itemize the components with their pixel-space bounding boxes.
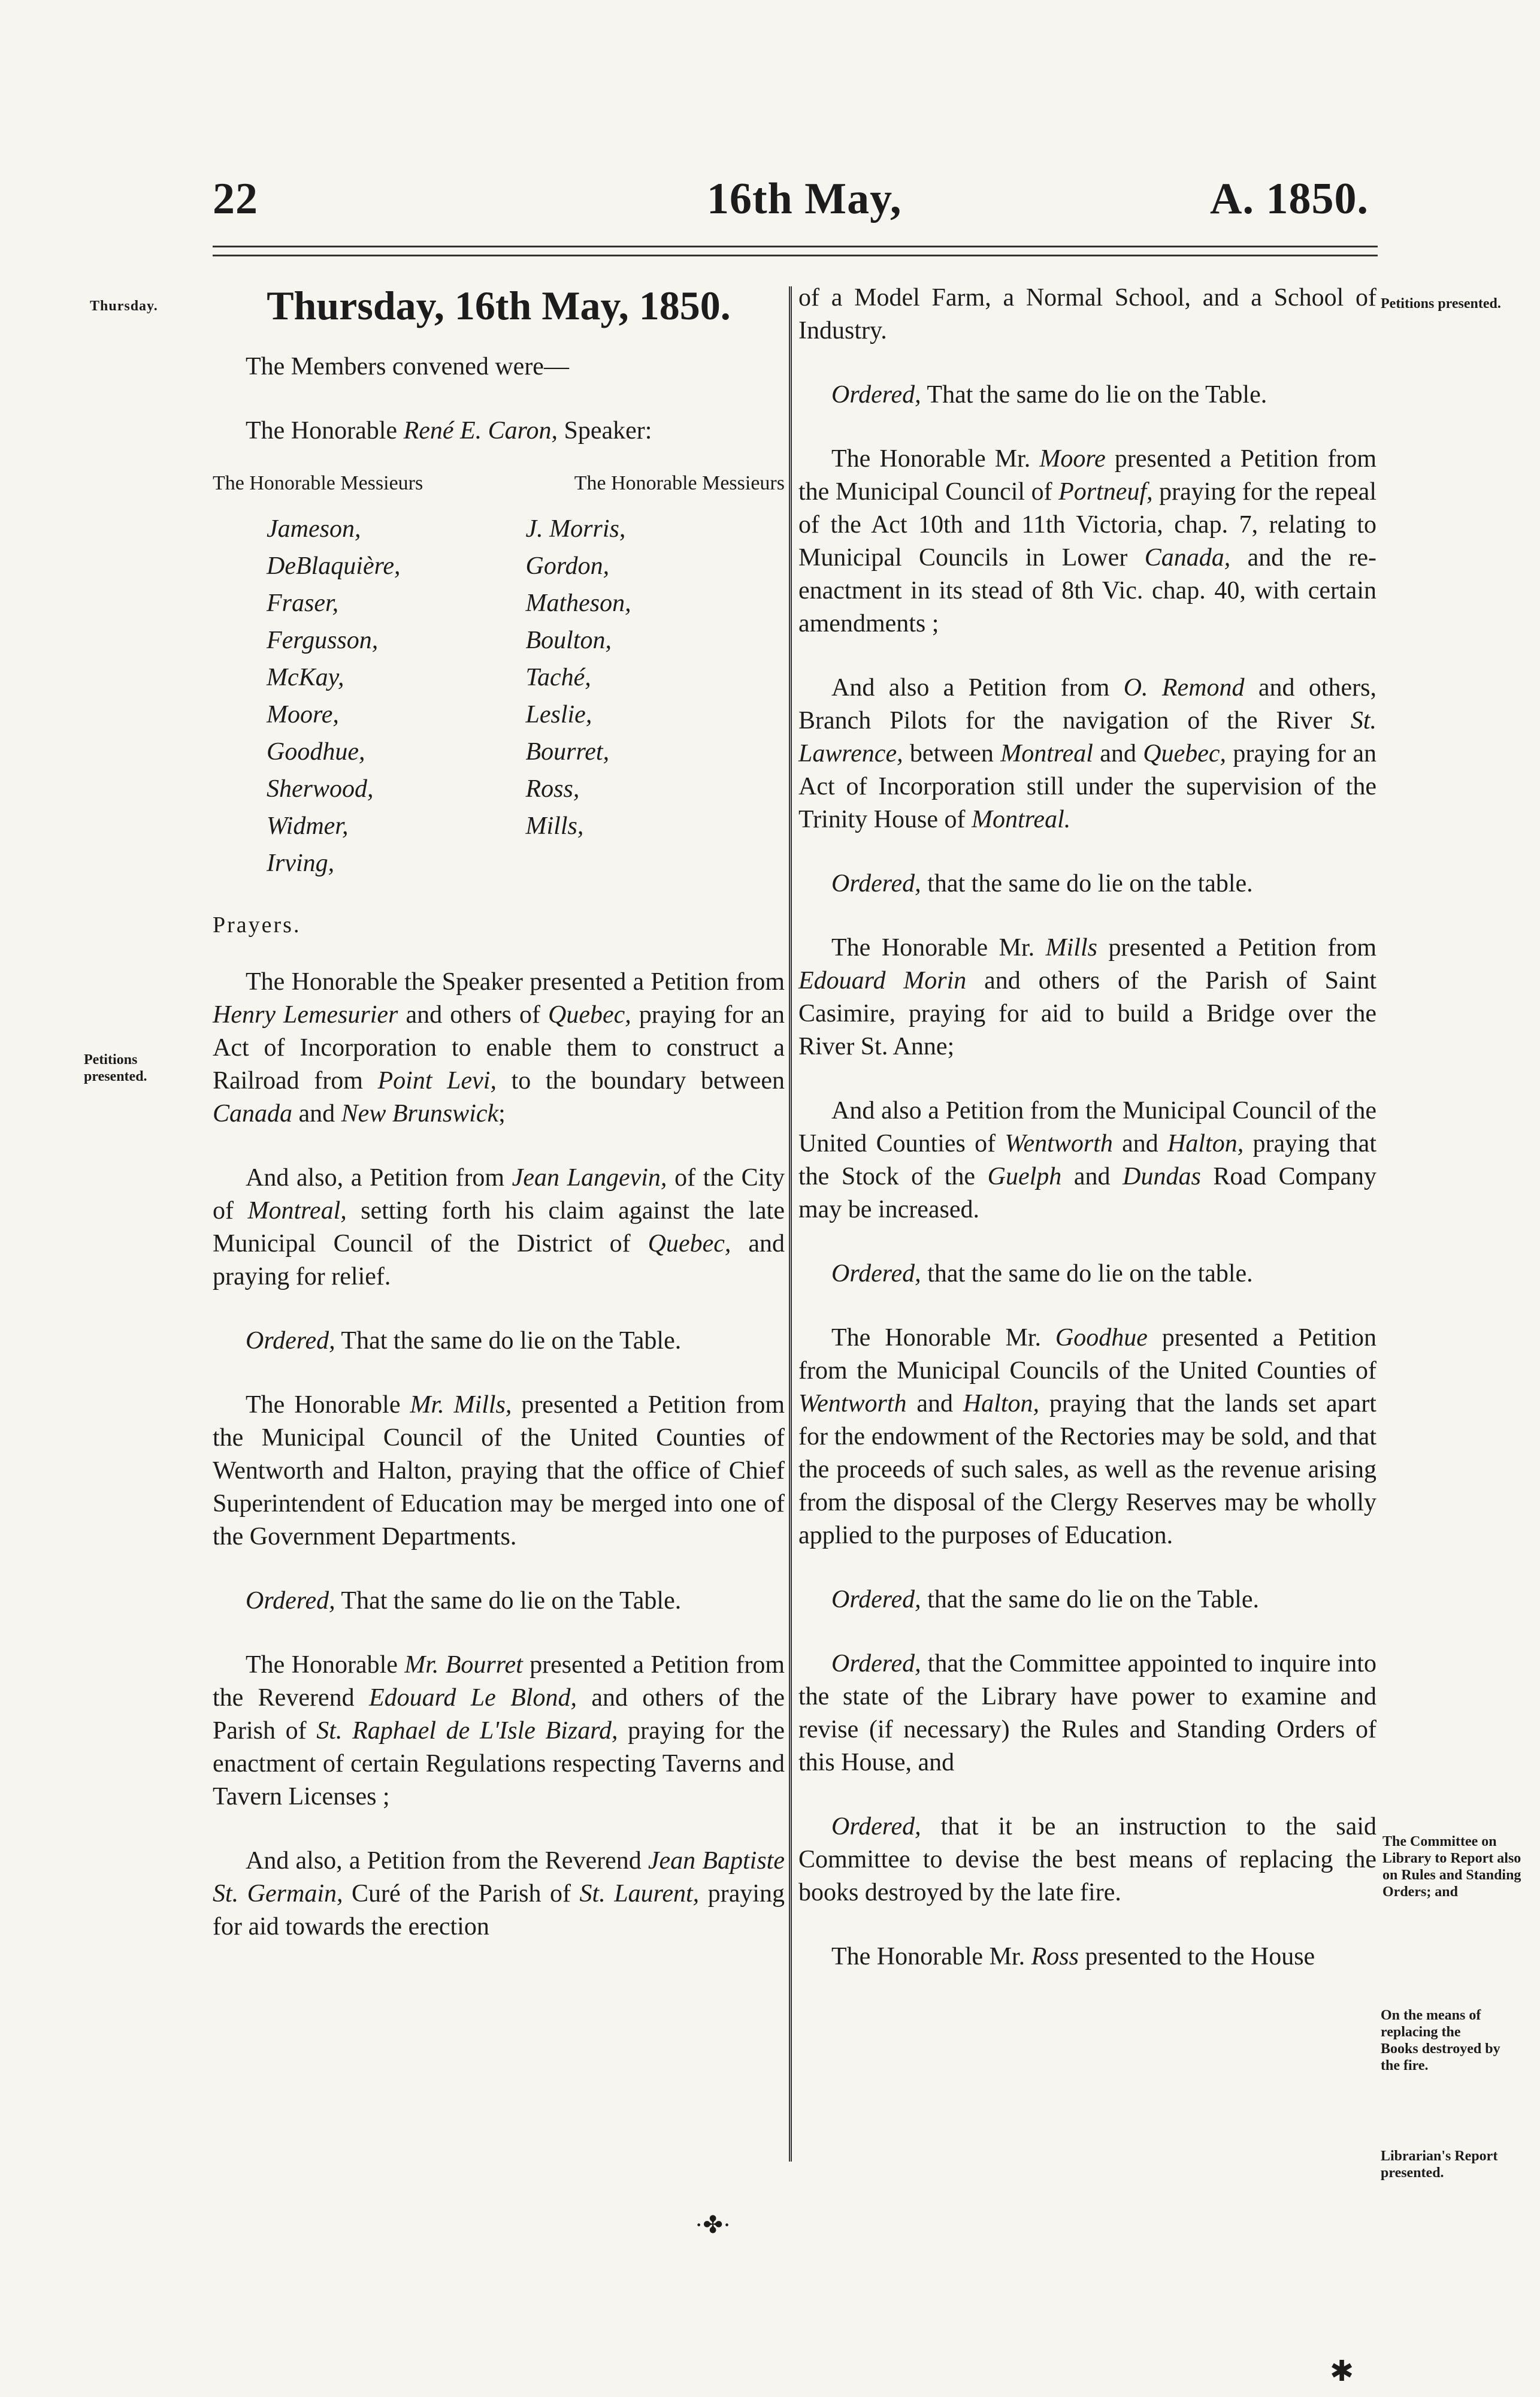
ordered-lie-on-table: Ordered, That the same do lie on the Table. [246,1587,682,1615]
members-heading-left: The Honorable Messieurs [213,472,423,494]
prayers-heading: Prayers. [213,912,301,938]
printer-ornament: ·✤· [695,2211,731,2238]
continuation-model-farm: of a Model Farm, a Normal School, and a School of Industry. [798,284,1376,344]
margin-note-thursday: Thursday. [90,298,158,314]
margin-note-librarian-report: Librarian's Report presented. [1381,2148,1498,2181]
speaker-post: Speaker: [557,417,652,445]
member-name: Goodhue, [267,738,365,766]
member-name: Widmer, [267,812,349,840]
member-name: Fraser, [267,590,339,617]
page-number: 22 [213,174,258,223]
member-name: J. Morris, [525,515,626,543]
speaker-line [213,415,785,448]
member-name: DeBlaquière, [267,552,401,580]
member-name: Bourret, [525,738,610,766]
member-name: Sherwood, [267,775,374,803]
member-name: Leslie, [525,701,592,729]
ordered-lie-on-table: Ordered, That the same do lie on the Table. [831,381,1267,409]
member-name: Matheson, [525,590,631,617]
ordered-lie-on-table: Ordered, That the same do lie on the Table. [246,1327,682,1355]
member-name: Jameson, [267,515,361,543]
petition-remond-pilots: And also a Petition from O. Remond and others, Branch Pilots for the navigation of the River St. Lawrence, between Montreal and Quebec, praying for an Act of Incorporation still under the supervision of the Trinity House of Montreal. [798,674,1376,833]
petition-lemesurier: The Honorable the Speaker presented a Petition from Henry Lemesurier and others of Quebec, praying for an Act of Incorporation to enable them to construct a Railroad from Point Levi, to the boundary between Canada and New Brunswick; [213,968,785,1128]
members-heading [213,467,785,500]
petition-goodhue-rectories: The Honorable Mr. Goodhue presented a Petition from the Municipal Councils of the United Counties of Wentworth and Halton, praying that the lands set apart for the endowment of the Rectories may be sold, and that the proceeds of such sales, as well as the revenue arising from the disposal of the Clergy Reserves may be wholly applied to the purposes of Education. [798,1324,1376,1549]
members-convened: The Members convened were— [246,353,569,380]
ordered-replace-books: Ordered, that it be an instruction to the said Committee to devise the best means of replacing the books destroyed by the late fire. [798,1813,1376,1906]
member-name: Irving, [267,850,335,877]
margin-note-petitions-1: Petitions presented. [84,1052,147,1084]
petition-bourret: The Honorable Mr. Bourret presented a Petition from the Reverend Edouard Le Blond, and others of the Parish of St. Raphael de L'Isle Bizard, praying for the enactment of certain Regulations respecting Taverns and Tavern Licenses ; [213,1651,785,1810]
member-name: Fergusson, [267,627,379,654]
margin-note-means: On the means of replacing the Books destroyed by the fire. [1381,2008,1500,2073]
member-name: Boulton, [525,627,612,654]
member-name: Ross, [525,775,580,803]
petition-mills-education: The Honorable Mr. Mills, presented a Petition from the Municipal Council of the United Counties of Wentworth and Halton, praying that the office of Chief Superintendent of Education may be merged into one of the Government Departments. [213,1391,785,1550]
ordered-lie-on-table: Ordered, that the same do lie on the table. [831,1260,1253,1287]
member-name: Moore, [267,701,339,729]
ross-presented: The Honorable Mr. Ross presented to the House [831,1943,1315,1970]
speaker-pre: The Honorable [246,417,404,445]
ordered-lie-on-table: Ordered, that the same do lie on the Table. [831,1586,1259,1613]
members-heading-right: The Honorable Messieurs [574,472,785,494]
margin-note-library-committee: The Committee on Library to Report also on Rules and Standing Orders; and [1382,1834,1521,1900]
column-divider [789,286,792,2162]
petition-moore-portneuf: The Honorable Mr. Moore presented a Petition from the Municipal Council of Portneuf, praying for the repeal of the Act 10th and 11th Victoria, chap. 7, relating to Municipal Councils in Lower Canada, and the re-enactment in its stead of 8th Vic. chap. 40, with certain amendments ; [798,445,1376,637]
ordered-lie-on-table: Ordered, that the same do lie on the table. [831,870,1253,897]
ink-blot: ✱ [1330,2356,1354,2387]
right-column [798,282,1376,2005]
speaker-name: René E. Caron, [403,417,558,445]
member-name: McKay, [267,664,344,691]
margin-note-petitions-2: Petitions presented. [1381,296,1501,312]
left-column [213,282,785,1975]
petition-wentworth-halton-road: And also a Petition from the Municipal Council of the United Counties of Wentworth and Halton, praying that the Stock of the Guelph and Dundas Road Company may be increased. [798,1097,1376,1223]
member-name: Taché, [525,664,591,691]
header-date: 16th May, [707,174,902,223]
member-name: Gordon, [525,552,610,580]
header-year: A. 1850. [1210,174,1369,223]
member-name: Mills, [525,812,584,840]
header-rule-top [213,246,1378,247]
petition-st-germain: And also, a Petition from the Reverend Jean Baptiste St. Germain, Curé of the Parish of St. Laurent, praying for aid towards the erection [213,1847,785,1940]
day-heading: Thursday, 16th May, 1850. [267,283,731,328]
header-rule-bottom [213,255,1378,256]
member-name [526,845,785,882]
petition-mills-morin: The Honorable Mr. Mills presented a Petition from Edouard Morin and others of the Parish of Saint Casimire, praying for aid to build a Bridge over the River St. Anne; [798,934,1376,1060]
members-list [267,510,785,882]
ordered-library-committee: Ordered, that the Committee appointed to inquire into the state of the Library have power to examine and revise (if necessary) the Rules and Standing Orders of this House, and [798,1650,1376,1776]
petition-langevin: And also, a Petition from Jean Langevin, of the City of Montreal, setting forth his claim against the late Municipal Council of the District of Quebec, and praying for relief. [213,1164,785,1290]
